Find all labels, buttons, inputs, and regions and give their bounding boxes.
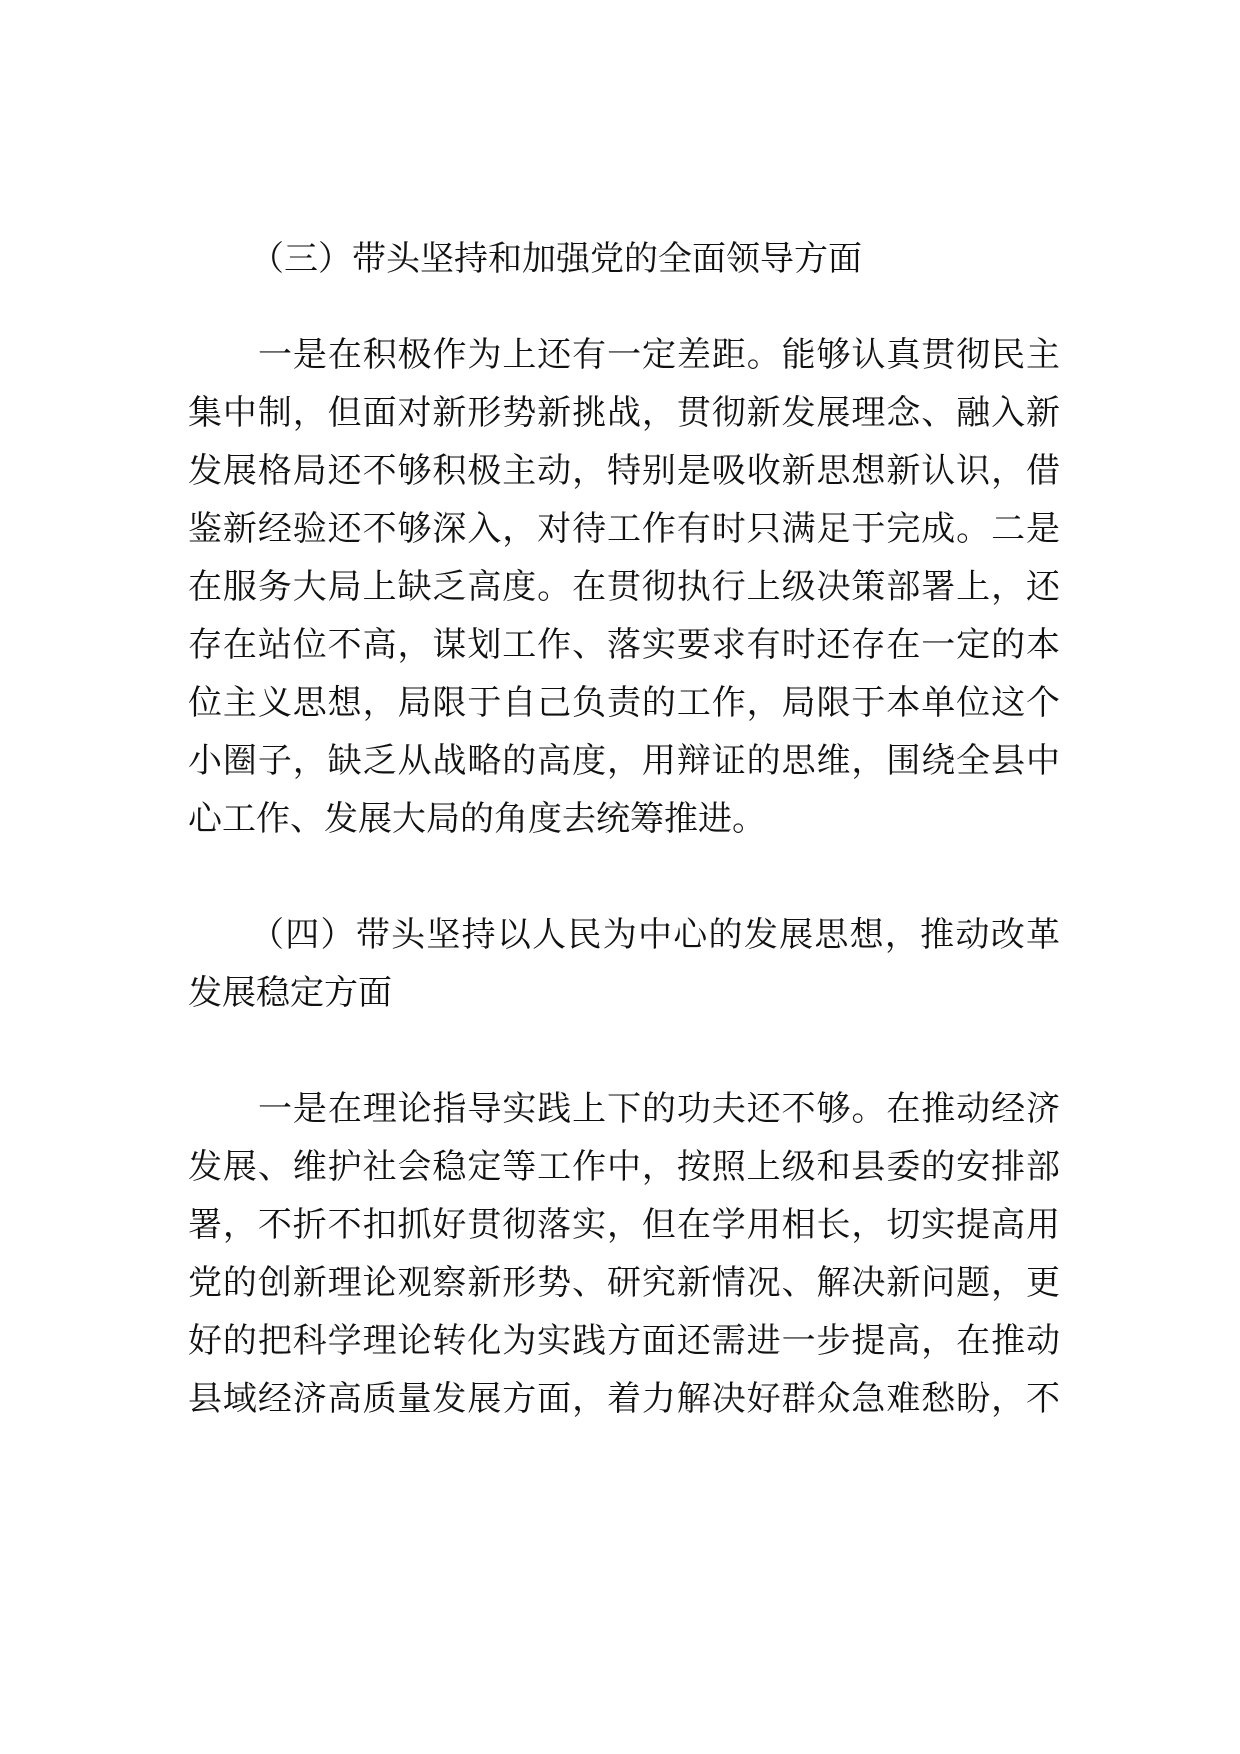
section-3-paragraph-line: 集中制，但面对新形势新挑战，贯彻新发展理念、融入新 <box>188 393 1060 433</box>
section-3-paragraph-line: 在服务大局上缺乏高度。在贯彻执行上级决策部署上，还 <box>188 567 1060 607</box>
section-3-paragraph-line: 一是在积极作为上还有一定差距。能够认真贯彻民主 <box>258 335 1060 375</box>
section-4-heading: （四）带头坚持以人民为中心的发展思想，推动改革 <box>250 915 1060 955</box>
section-4-paragraph-line: 好的把科学理论转化为实践方面还需进一步提高，在推动 <box>188 1321 1060 1361</box>
section-4-paragraph-line: 县域经济高质量发展方面，着力解决好群众急难愁盼，不 <box>188 1379 1060 1419</box>
section-3-paragraph-line: 小圈子，缺乏从战略的高度，用辩证的思维，围绕全县中 <box>188 741 1060 781</box>
section-4-paragraph-line: 署，不折不扣抓好贯彻落实，但在学用相长，切实提高用 <box>188 1205 1060 1245</box>
section-4-paragraph-line: 党的创新理论观察新形势、研究新情况、解决新问题，更 <box>188 1263 1060 1303</box>
section-4-heading: 发展稳定方面 <box>188 973 392 1013</box>
section-4-paragraph-line: 一是在理论指导实践上下的功夫还不够。在推动经济 <box>258 1089 1060 1129</box>
section-3-paragraph-line: 发展格局还不够积极主动，特别是吸收新思想新认识，借 <box>188 451 1060 491</box>
section-3-paragraph-line: 位主义思想，局限于自己负责的工作，局限于本单位这个 <box>188 683 1060 723</box>
section-3-paragraph-line: 存在站位不高，谋划工作、落实要求有时还存在一定的本 <box>188 625 1060 665</box>
section-3-paragraph-line: 鉴新经验还不够深入，对待工作有时只满足于完成。二是 <box>188 509 1060 549</box>
section-3-paragraph-line: 心工作、发展大局的角度去统筹推进。 <box>188 799 766 839</box>
section-3-heading: （三）带头坚持和加强党的全面领导方面 <box>250 239 862 279</box>
section-4-paragraph-line: 发展、维护社会稳定等工作中，按照上级和县委的安排部 <box>188 1147 1060 1187</box>
